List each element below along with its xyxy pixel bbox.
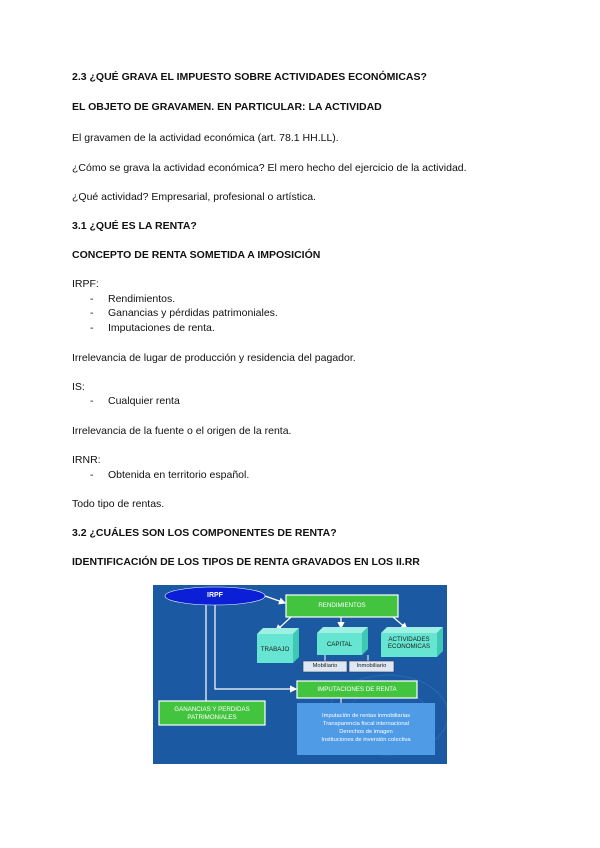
- trabajo-label: TRABAJO: [260, 646, 290, 653]
- actividades-label: ACTIVIDADES: [388, 636, 430, 643]
- document-page: 2.3 ¿QUÉ GRAVA EL IMPUESTO SOBRE ACTIVIDADES ECONÓMICAS? EL OBJETO DE GRAVAMEN. EN PARTICULAR: LA ACTIVIDAD El gravamen de la actividad económica (art. 78.1 HH.LL). ¿Cómo se grava la actividad económica? El mero hecho del ejercicio de la actividad. ¿Qué actividad? Empresarial, profesional o artística. 3.1 ¿QUÉ ES LA RENTA? CONCEPTO DE RENTA SOMETIDA A IMPOSICIÓN IRPF: - Rendimientos. - Ganancias y pérdidas patrimoniales. - Imputaciones de renta. Irrelevancia de lugar de producción y residencia del pagador. IS: - Cualquier renta Irrelevancia de la fuente o el origen de la renta. IRNR: - Obtenida en territorio español. Todo tipo de rentas. 3.2 ¿CUÁLES SON LOS COMPONENTES DE RENTA? IDENTIFICACIÓN DE LOS TIPOS DE RENTA GRAVADOS EN LOS II.RR IRPF RENDIMIENTOS TRABAJO CAPITAL ACTIVIDADES ECONOMICAS Mobiliario Inmobiliario IMPUTACIONES DE RENTA GANANCIAS Y PERDIDAS PATRIMONIALES Imputación de rentas inmobiliarias Transparencia fiscal internacional Derechos de imagen Instituciones de inversión colectiva: [0, 0, 600, 848]
- heading-concepto-renta: CONCEPTO DE RENTA SOMETIDA A IMPOSICIÓN: [72, 249, 321, 261]
- list-dash: -: [90, 469, 94, 481]
- irpf-label: IRPF:: [72, 278, 99, 290]
- paragraph-irrelevancia-fuente: Irrelevancia de la fuente o el origen de la renta.: [72, 425, 292, 437]
- heading-objeto-gravamen: EL OBJETO DE GRAVAMEN. EN PARTICULAR: LA ACTIVIDAD: [72, 101, 382, 113]
- list-dash: -: [90, 307, 94, 319]
- imputaciones-list-item: Imputación de rentas inmobiliarias: [322, 713, 410, 719]
- renta-diagram: [153, 585, 447, 764]
- capital-box-top: [317, 627, 368, 633]
- capital-label: CAPITAL: [326, 641, 353, 648]
- irpf-label-diagram: IRPF: [207, 592, 223, 599]
- paragraph-irrelevancia-lugar: Irrelevancia de lugar de producción y residencia del pagador.: [72, 352, 356, 364]
- mobiliario-label: Mobiliario: [312, 663, 338, 669]
- list-dash: -: [90, 395, 94, 407]
- imputaciones-list-item: Derechos de imagen: [339, 729, 393, 735]
- actividades-label-2: ECONOMICAS: [387, 643, 431, 650]
- ganancias-box: [159, 701, 265, 725]
- trabajo-box-top: [257, 628, 299, 634]
- rendimientos-label: RENDIMIENTOS: [318, 602, 366, 609]
- irnr-label: IRNR:: [72, 454, 101, 466]
- list-dash: -: [90, 322, 94, 334]
- imputaciones-list-item: Instituciones de inversión colectiva: [321, 737, 411, 743]
- arrow-irpf-rendimientos: [265, 596, 285, 603]
- trabajo-box-side: [293, 628, 299, 663]
- heading-componentes-renta: 3.2 ¿CUÁLES SON LOS COMPONENTES DE RENTA?: [72, 527, 337, 539]
- heading-identificacion-tipos: IDENTIFICACIÓN DE LOS TIPOS DE RENTA GRAVADOS EN LOS II.RR: [72, 556, 420, 568]
- arrow-irpf-ganancias: [185, 605, 206, 709]
- paragraph-como-grava: ¿Cómo se grava la actividad económica? El mero hecho del ejercicio de la actividad.: [72, 162, 467, 174]
- actividades-box-top: [381, 627, 443, 633]
- ganancias-label-2: PATRIMONIALES: [187, 714, 237, 721]
- heading-iae: 2.3 ¿QUÉ GRAVA EL IMPUESTO SOBRE ACTIVIDADES ECONÓMICAS?: [72, 71, 427, 83]
- ganancias-label: GANANCIAS Y PERDIDAS: [174, 706, 250, 713]
- heading-que-es-renta: 3.1 ¿QUÉ ES LA RENTA?: [72, 220, 197, 232]
- list-dash: -: [90, 293, 94, 305]
- inmobiliario-label: Inmobiliario: [356, 663, 387, 669]
- is-label: IS:: [72, 381, 85, 393]
- paragraph-todo-tipo: Todo tipo de rentas.: [72, 498, 165, 510]
- imputaciones-list-item: Transparencia fiscal internacional: [322, 721, 410, 727]
- paragraph-gravamen: El gravamen de la actividad económica (art. 78.1 HH.LL).: [72, 132, 339, 144]
- imputaciones-label: IMPUTACIONES DE RENTA: [317, 686, 397, 693]
- paragraph-que-actividad: ¿Qué actividad? Empresarial, profesional o artística.: [72, 191, 316, 203]
